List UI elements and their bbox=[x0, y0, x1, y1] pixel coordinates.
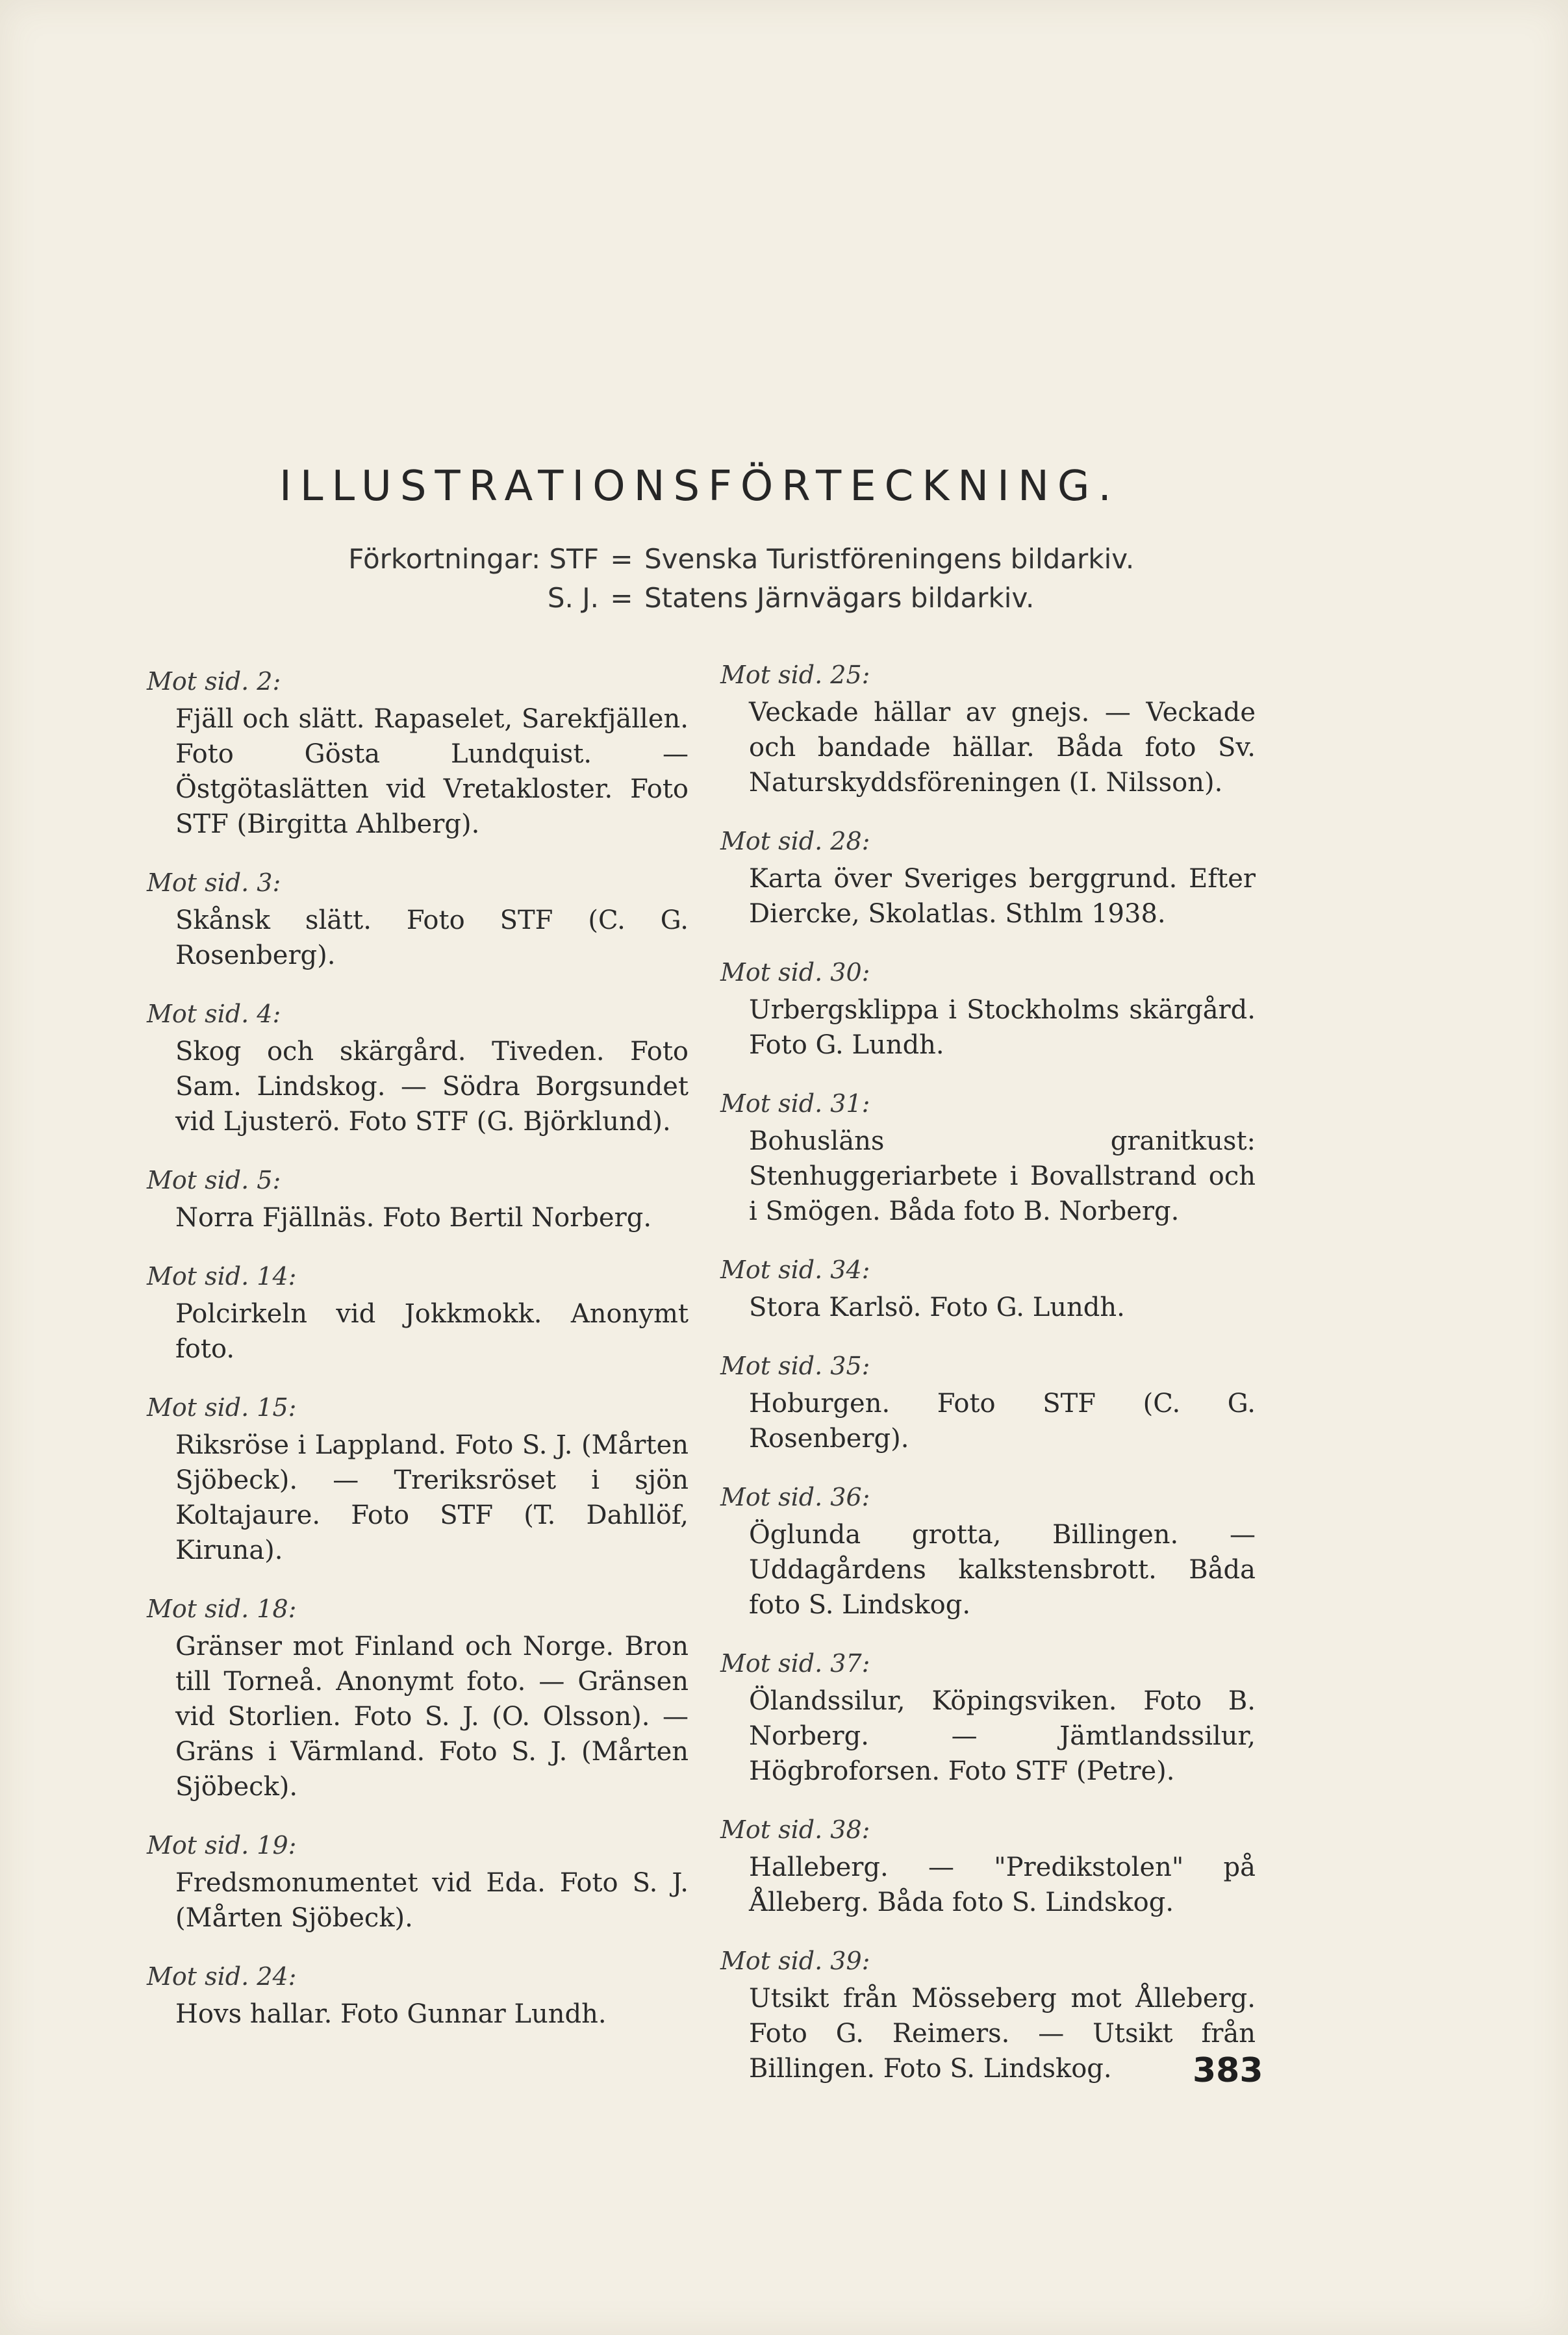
illustration-caption: Gränser mot Finland och Norge. Bron till Torneå. Anonymt foto. — Gränsen vid Storlien. Foto S. J. (O. Olsson). — Gräns i Värmland. Foto S. J. (Mårten Sjöbeck). bbox=[175, 1632, 689, 1802]
illustration-entry bbox=[720, 660, 1259, 800]
illustration-caption: Skånsk slätt. Foto STF (C. G. Rosenberg). bbox=[175, 905, 689, 970]
abbreviation-row bbox=[260, 543, 1169, 582]
illustration-caption: Hovs hallar. Foto Gunnar Lundh. bbox=[175, 1999, 607, 2029]
illustration-entry bbox=[147, 868, 689, 973]
illustration-entry bbox=[147, 666, 689, 842]
page-reference: Mot sid. 31: bbox=[720, 1089, 870, 1118]
equals-sign: = bbox=[610, 543, 633, 575]
page-reference: Mot sid. 18: bbox=[147, 1595, 297, 1623]
page-reference: Mot sid. 30: bbox=[720, 958, 870, 987]
abbreviation-value: Statens Järnvägars bildarkiv. bbox=[644, 582, 1035, 614]
illustration-caption: Hoburgen. Foto STF (C. G. Rosenberg). bbox=[749, 1389, 1256, 1454]
page-reference: Mot sid. 3: bbox=[147, 868, 281, 897]
page-reference: Mot sid. 19: bbox=[147, 1831, 297, 1860]
illustration-entry bbox=[147, 999, 689, 1139]
page-reference: Mot sid. 38: bbox=[720, 1815, 870, 1844]
illustration-caption: Utsikt från Mösseberg mot Ålleberg. Foto G. Reimers. — Utsikt från Billingen. Foto S. Lindskog. bbox=[749, 1984, 1256, 2084]
illustration-entry bbox=[147, 1165, 686, 1235]
illustration-entry bbox=[720, 1946, 1259, 2086]
page-reference: Mot sid. 4: bbox=[147, 1000, 281, 1028]
illustration-caption: Riksröse i Lappland. Foto S. J. (Mårten Sjöbeck). — Treriksröset i sjön Koltajaure. Foto STF (T. Dahllöf, Kiruna). bbox=[175, 1430, 689, 1565]
equals-sign: = bbox=[610, 582, 633, 614]
illustration-entry bbox=[720, 1482, 1259, 1622]
page-reference: Mot sid. 25: bbox=[720, 661, 870, 689]
illustration-caption: Stora Karlsö. Foto G. Lundh. bbox=[749, 1293, 1125, 1322]
illustration-entry bbox=[147, 1594, 689, 1804]
abbreviation-row bbox=[260, 582, 1169, 621]
page-title: ILLUSTRATIONSFÖRTECKNING. bbox=[279, 462, 1120, 511]
illustration-entry bbox=[720, 1255, 1259, 1325]
abbreviation-value: Svenska Turistföreningens bildarkiv. bbox=[644, 543, 1135, 575]
illustration-entry bbox=[720, 1351, 1259, 1456]
illustration-entry bbox=[147, 1393, 689, 1568]
illustration-entry bbox=[720, 957, 1259, 1063]
page-number: 383 bbox=[1193, 2051, 1263, 2090]
page-reference: Mot sid. 34: bbox=[720, 1256, 870, 1284]
illustration-caption: Skog och skärgård. Tiveden. Foto Sam. Lindskog. — Södra Borgsundet vid Ljusterö. Foto STF (G. Björklund). bbox=[175, 1037, 689, 1137]
page-reference: Mot sid. 28: bbox=[720, 827, 870, 855]
page-reference: Mot sid. 39: bbox=[720, 1947, 870, 1975]
illustration-caption: Fredsmonumentet vid Eda. Foto S. J. (Mårten Sjöbeck). bbox=[175, 1868, 689, 1933]
page-reference: Mot sid. 14: bbox=[147, 1262, 297, 1291]
left-column bbox=[147, 666, 689, 2058]
illustration-caption: Fjäll och slätt. Rapaselet, Sarekfjällen. Foto Gösta Lundquist. — Östgötaslätten vid Vretakloster. Foto STF (Birgitta Ahlberg). bbox=[175, 704, 689, 839]
abbreviation-key: Förkortningar: STF bbox=[348, 543, 599, 575]
illustration-entry bbox=[720, 1089, 1259, 1229]
page-reference: Mot sid. 36: bbox=[720, 1483, 870, 1511]
illustration-entry bbox=[720, 1648, 1259, 1789]
illustration-caption: Polcirkeln vid Jokkmokk. Anonymt foto. bbox=[175, 1299, 689, 1364]
illustration-caption: Urbergsklippa i Stockholms skärgård. Foto G. Lundh. bbox=[749, 995, 1256, 1060]
illustration-caption: Halleberg. — "Predikstolen" på Ålleberg. Båda foto S. Lindskog. bbox=[749, 1852, 1256, 1917]
illustration-caption: Ölandssilur, Köpingsviken. Foto B. Norberg. — Jämtlandssilur, Högbroforsen. Foto STF (Petre). bbox=[749, 1686, 1256, 1786]
page-reference: Mot sid. 2: bbox=[147, 667, 281, 696]
page-reference: Mot sid. 15: bbox=[147, 1393, 297, 1422]
illustration-caption: Norra Fjällnäs. Foto Bertil Norberg. bbox=[175, 1203, 652, 1233]
page-reference: Mot sid. 5: bbox=[147, 1166, 281, 1194]
illustration-caption: Bohusläns granitkust: Stenhuggeriarbete i Bovallstrand och i Smögen. Båda foto B. Norberg. bbox=[749, 1126, 1256, 1226]
illustration-entry bbox=[720, 1815, 1259, 1920]
abbreviation-key: S. J. bbox=[547, 582, 599, 614]
illustration-entry bbox=[720, 826, 1259, 931]
illustration-caption: Veckade hällar av gnejs. — Veckade och bandade hällar. Båda foto Sv. Naturskyddsföreningen (I. Nilsson). bbox=[749, 698, 1256, 798]
page-reference: Mot sid. 35: bbox=[720, 1352, 870, 1380]
abbreviations bbox=[260, 543, 1169, 621]
illustration-caption: Karta över Sveriges berggrund. Efter Diercke, Skolatlas. Sthlm 1938. bbox=[749, 864, 1256, 929]
illustration-caption: Öglunda grotta, Billingen. — Uddagårdens kalkstensbrott. Båda foto S. Lindskog. bbox=[749, 1520, 1256, 1620]
page-reference: Mot sid. 37: bbox=[720, 1649, 870, 1678]
illustration-entry bbox=[147, 1962, 686, 2032]
illustration-entry bbox=[147, 1830, 689, 1936]
page-reference: Mot sid. 24: bbox=[147, 1962, 297, 1991]
illustration-entry bbox=[147, 1261, 689, 1367]
right-column bbox=[720, 660, 1259, 2112]
